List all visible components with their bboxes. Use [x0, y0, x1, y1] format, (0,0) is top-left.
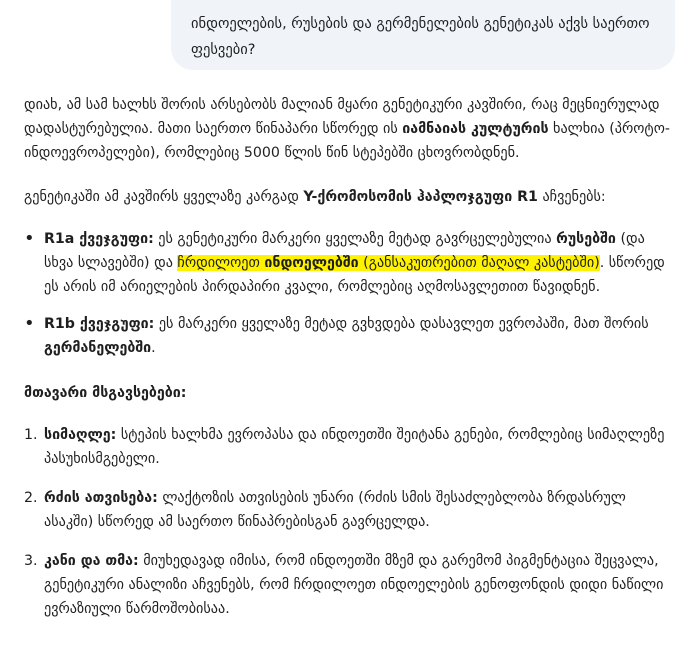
paragraph-text: აჩვენებს:	[537, 189, 606, 205]
bullet-icon: •	[24, 228, 35, 249]
bold-term-germans: გერმანელებში	[44, 340, 152, 356]
item-text: მიუხედავად იმისა, რომ ინდოეთში მზემ და გარემომ პიგმენტაცია შეცვალა, გენეტიკური ანალიზი აჩვენებს, რომ ჩრდილოეთ ინდოელების გენოფონდის დიდი ნაწილი ევრაზიული წარმოშობისაა.	[44, 553, 664, 617]
bullet-label: R1b ქვეჯგუფი:	[44, 316, 155, 332]
bullet-text: (და სხვა სლავებში) და	[44, 231, 645, 271]
paragraph-text: დიახ, ამ სამ ხალხს შორის არსებობს მალიან მყარი გენეტიკური კავშირი, რაც მეცნიერულად დადასტურებულია. მათი საერთო წინაპარი სწორედ ის	[24, 97, 660, 137]
item-number: 1.	[24, 427, 38, 443]
user-message-text: ინდოელების, რუსების და გერმენელების გენეტიკას აქვს საერთო ფესვები?	[191, 16, 650, 58]
haplogroup-list	[24, 227, 676, 360]
item-text: სტეპის ხალხმა ევროპასა და ინდოეთში შეიტანა გენები, რომლებიც სიმაღლეზე პასუხისმგებელი.	[44, 427, 665, 467]
section-heading: მთავარი მსგავსებები:	[24, 385, 187, 401]
item-label: სიმაღლე:	[44, 427, 117, 443]
bold-term-yamnaya: იამნაიას კულტურის	[402, 121, 549, 137]
bold-term-russians: რუსებში	[556, 231, 616, 247]
highlighted-text	[177, 255, 599, 271]
assistant-response	[24, 93, 676, 636]
item-number: 3.	[24, 553, 38, 569]
bullet-text: .	[151, 340, 156, 356]
list-item-r1a	[24, 227, 676, 299]
user-message-bubble	[171, 0, 675, 70]
bullet-text: ეს გენეტიკური მარკერი ყველაზე მეტად გავრცელებულია	[153, 231, 557, 247]
highlight-part: (განსაკუთრებით მაღალ კასტებში)	[358, 255, 600, 271]
item-number: 2.	[24, 490, 38, 506]
item-text: ლაქტოზის ათვისების უნარი (რძის სმის შესაძლებლობა ზრდასრულ ასაკში) სწორედ ამ საერთო წინაპრებისგან გავრცელდა.	[44, 490, 626, 530]
bullet-text: . სწორედ ეს არის იმ არიელების პირდაპირი კვალი, რომლებიც აღმოსავლეთით წავიდნენ.	[44, 255, 665, 295]
list-item-lactose	[24, 486, 676, 534]
paragraph-text: გენეტიკაში ამ კავშირს ყველაზე კარგად	[24, 189, 304, 205]
bullet-text: ეს მარკერი ყველაზე მეტად გვხვდება დასავლეთ ევროპაში, მათ შორის	[154, 316, 649, 332]
similarities-list	[24, 423, 676, 621]
highlight-part: ჩრდილოეთ	[177, 255, 265, 271]
bullet-icon: •	[24, 313, 35, 334]
paragraph-text: ხალხია (პროტო-ინდოევროპელები), რომლებიც 5000 წლის წინ სტეპებში ცხოვრობდნენ.	[24, 121, 670, 161]
bold-term-indians: ინდოელებში	[264, 255, 359, 271]
list-item-skin-hair	[24, 549, 676, 621]
list-item-height	[24, 423, 676, 471]
response-paragraph-1	[24, 93, 676, 165]
bold-term-haplogroup: Y-ქრომოსომის ჰაპლოჯგუფი R1	[303, 189, 538, 205]
list-item-r1b	[24, 312, 676, 360]
item-label: კანი და თმა:	[44, 553, 139, 569]
bullet-label: R1a ქვეჯგუფი:	[44, 231, 154, 247]
response-paragraph-2	[24, 185, 676, 209]
item-label: რძის ათვისება:	[44, 490, 158, 506]
